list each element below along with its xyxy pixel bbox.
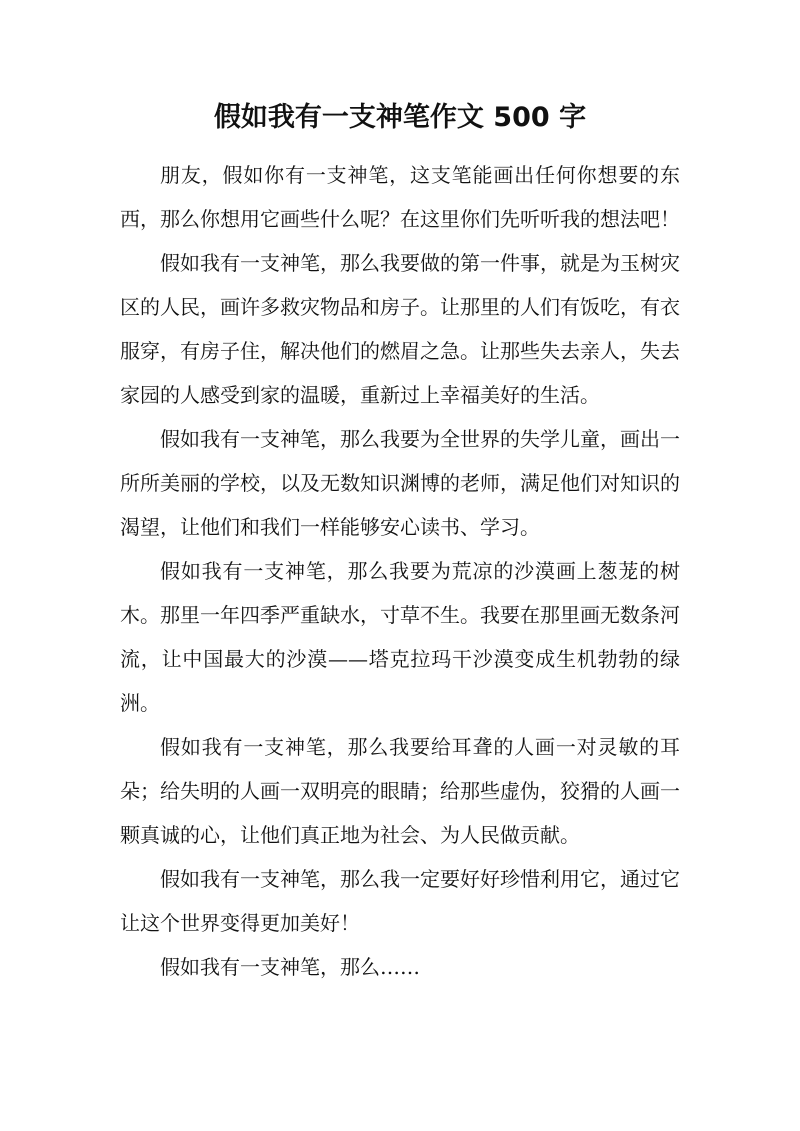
paragraph: 假如我有一支神笔，那么我要给耳聋的人画一对灵敏的耳朵；给失明的人画一双明亮的眼睛；给那些虚伪，狡猾的人画一颗真诚的心，让他们真正地为社会、为人民做贡献。: [120, 735, 680, 847]
paragraph: 朋友，假如你有一支神笔，这支笔能画出任何你想要的东西，那么你想用它画些什么呢？在这里你们先听听我的想法吧！: [120, 163, 680, 231]
document-title: 假如我有一支神笔作文 500 字: [213, 102, 587, 133]
paragraph: 假如我有一支神笔，那么我要做的第一件事，就是为玉树灾区的人民，画许多救灾物品和房子。让那里的人们有饭吃，有衣服穿，有房子住，解决他们的燃眉之急。让那些失去亲人，失去家园的人感受到家的温暖，重新过上幸福美好的生活。: [120, 251, 680, 407]
paragraph: 假如我有一支神笔，那么我要为全世界的失学儿童，画出一所所美丽的学校，以及无数知识渊博的老师，满足他们对知识的渴望，让他们和我们一样能够安心读书、学习。: [120, 427, 680, 539]
paragraph: 假如我有一支神笔，那么我一定要好好珍惜利用它，通过它让这个世界变得更加美好！: [120, 867, 680, 935]
document-body: [120, 153, 680, 989]
paragraph: 假如我有一支神笔，那么我要为荒凉的沙漠画上葱茏的树木。那里一年四季严重缺水，寸草不生。我要在那里画无数条河流，让中国最大的沙漠——塔克拉玛干沙漠变成生机勃勃的绿洲。: [120, 559, 680, 715]
paragraph: 假如我有一支神笔，那么……: [160, 955, 420, 979]
